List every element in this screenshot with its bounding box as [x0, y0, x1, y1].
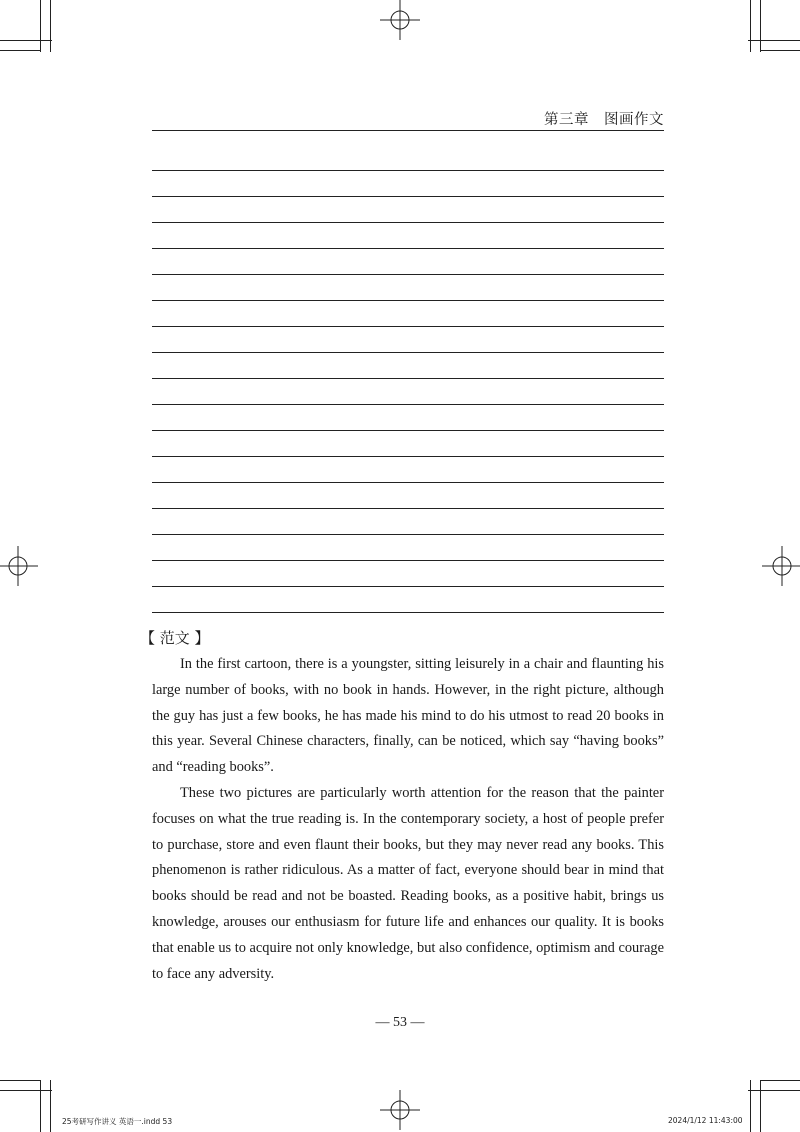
writing-line	[152, 431, 664, 457]
crop-mark	[760, 50, 800, 51]
file-slug: 25考研写作讲义 英语一.indd 53	[62, 1117, 173, 1126]
crop-mark	[40, 0, 41, 52]
page-number: — 53 —	[375, 1015, 425, 1030]
crop-mark	[0, 50, 40, 51]
registration-mark-icon	[380, 0, 420, 40]
writing-line	[152, 353, 664, 379]
writing-line	[152, 457, 664, 483]
writing-line	[152, 509, 664, 535]
section-heading: 【 范文 】	[140, 629, 210, 647]
crop-mark	[760, 1080, 800, 1081]
crop-mark	[748, 1090, 800, 1091]
writing-line	[152, 197, 664, 223]
registration-mark-icon	[760, 546, 800, 586]
crop-mark	[50, 0, 51, 52]
registration-mark-icon	[380, 1090, 420, 1130]
writing-line	[152, 587, 664, 613]
writing-line	[152, 301, 664, 327]
crop-mark	[760, 0, 761, 52]
crop-mark	[760, 1080, 761, 1132]
writing-line	[152, 171, 664, 197]
crop-mark	[50, 1080, 51, 1132]
writing-line	[152, 405, 664, 431]
crop-mark	[0, 1090, 52, 1091]
crop-mark	[40, 1080, 41, 1132]
writing-line	[152, 483, 664, 509]
running-header	[152, 106, 664, 131]
writing-line	[152, 561, 664, 587]
crop-mark	[0, 40, 52, 41]
chapter-title: 第三章 图画作文	[544, 112, 664, 128]
writing-area	[152, 170, 664, 613]
writing-line	[152, 327, 664, 353]
print-timestamp: 2024/1/12 11:43:00	[668, 1116, 743, 1125]
writing-line	[152, 379, 664, 405]
writing-line	[152, 535, 664, 561]
essay-paragraph: These two pictures are particularly worth attention for the reason that the painter focuses on what the true reading is. In the contemporary society, a host of people prefer to purchase, store and even flaunt their books, but they may never read any books. This phenomenon is rather ridiculous. As a matter of fact, everyone should bear in mind that books should be read and not be boasted. Reading books, as a positive habit, brings us knowledge, arouses our enthusiasm for future life and enhances our quality. It is books that enable us to acquire not only knowledge, but also confidence, optimism and courage to face any adversity.	[152, 784, 664, 982]
writing-line	[152, 275, 664, 301]
crop-mark	[750, 1080, 751, 1132]
essay-paragraph: In the first cartoon, there is a youngster, sitting leisurely in a chair and flaunting his large number of books, with no book in hands. However, in the right picture, although the guy has just a few books, he has made his mind to do his utmost to read 20 books in this year. Several Chinese characters, finally, can be noticed, which say “having books” and “reading books”.	[152, 656, 664, 776]
writing-line	[152, 249, 664, 275]
model-essay	[152, 652, 664, 987]
crop-mark	[750, 0, 751, 52]
writing-line	[152, 223, 664, 249]
registration-mark-icon	[0, 546, 40, 586]
crop-mark	[748, 40, 800, 41]
crop-mark	[0, 1080, 40, 1081]
